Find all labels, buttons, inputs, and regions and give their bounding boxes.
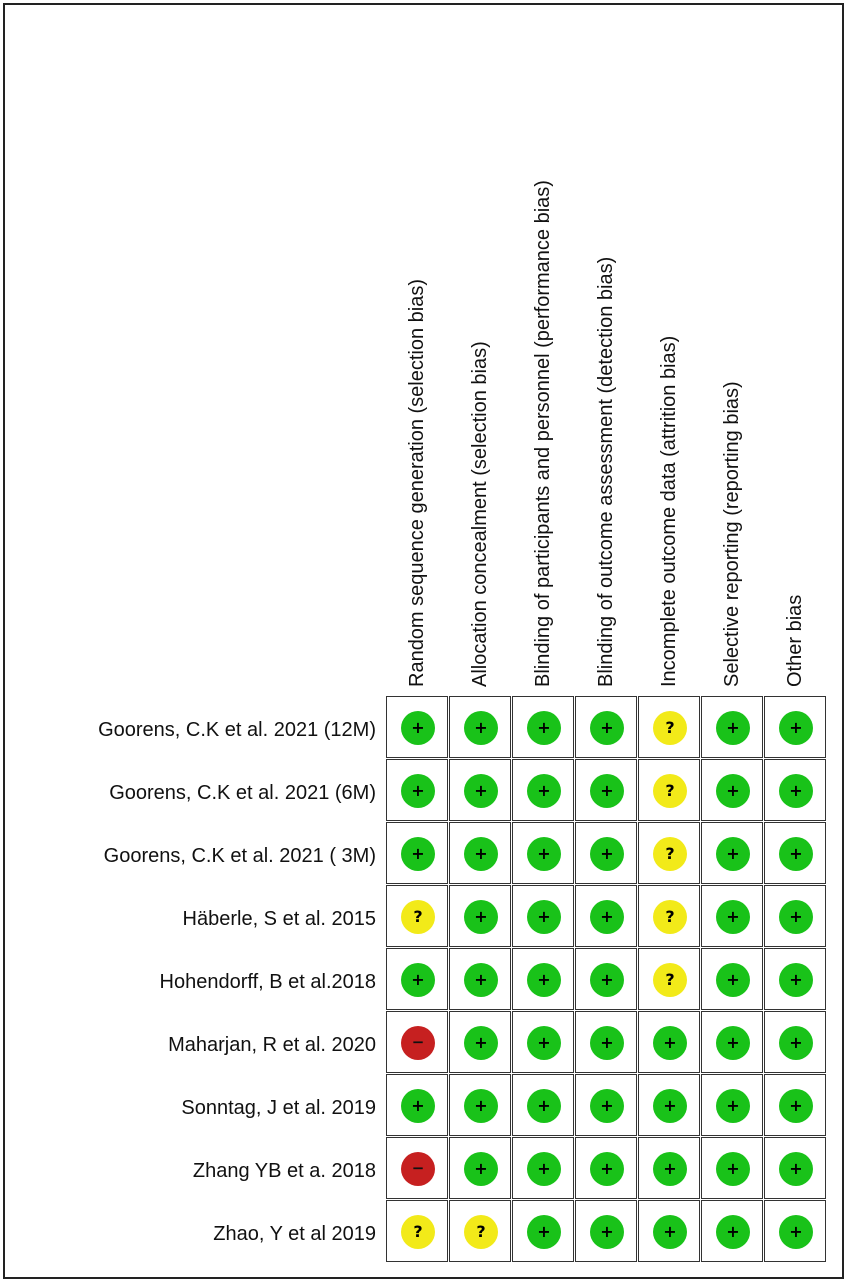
judgement-cell (638, 822, 700, 884)
judgement-cell (512, 1074, 574, 1136)
study-label: Hohendorff, B et al.2018 (159, 971, 376, 993)
unclear-risk-icon (653, 711, 687, 745)
judgement-cell (701, 1074, 763, 1136)
low-risk-symbol: + (600, 1222, 614, 1241)
low-risk-symbol: + (663, 1222, 677, 1241)
judgement-cell (449, 696, 511, 758)
study-label: Zhao, Y et al 2019 (213, 1223, 376, 1245)
column-header-blinding-participants-personnel (528, 0, 558, 687)
judgement-cell (764, 696, 826, 758)
low-risk-symbol: + (537, 970, 551, 989)
study-label: Maharjan, R et al. 2020 (168, 1034, 376, 1056)
low-risk-symbol: + (663, 1159, 677, 1178)
low-risk-symbol: + (789, 1033, 803, 1052)
low-risk-icon (527, 1026, 561, 1060)
study-label: Goorens, C.K et al. 2021 ( 3M) (103, 845, 376, 867)
judgement-cell (512, 885, 574, 947)
low-risk-icon (716, 774, 750, 808)
low-risk-icon (527, 900, 561, 934)
column-header-label: Random sequence generation (selection bias) (406, 278, 428, 687)
judgement-cell (512, 822, 574, 884)
risk-of-bias-grid (386, 696, 829, 1264)
unclear-risk-symbol: ? (665, 718, 675, 737)
low-risk-icon (464, 837, 498, 871)
high-risk-symbol: − (411, 1032, 425, 1051)
low-risk-icon (779, 1152, 813, 1186)
low-risk-symbol: + (537, 718, 551, 737)
judgement-cell (512, 1200, 574, 1262)
low-risk-icon (653, 1089, 687, 1123)
low-risk-icon (779, 1215, 813, 1249)
study-label: Zhang YB et a. 2018 (192, 1160, 376, 1182)
low-risk-symbol: + (411, 1096, 425, 1115)
column-header-label: Selective reporting (reporting bias) (721, 381, 743, 687)
study-label: Goorens, C.K et al. 2021 (12M) (98, 719, 376, 741)
low-risk-symbol: + (411, 718, 425, 737)
judgement-cell (512, 1137, 574, 1199)
column-header-blinding-outcome-assessment (591, 0, 621, 687)
low-risk-icon (590, 1152, 624, 1186)
low-risk-symbol: + (537, 1096, 551, 1115)
low-risk-symbol: + (726, 781, 740, 800)
study-label: Häberle, S et al. 2015 (182, 908, 376, 930)
judgement-cell (575, 1074, 637, 1136)
judgement-cell (638, 696, 700, 758)
low-risk-symbol: + (789, 718, 803, 737)
low-risk-symbol: + (663, 1033, 677, 1052)
judgement-cell (512, 948, 574, 1010)
judgement-cell (449, 1137, 511, 1199)
judgement-cell (575, 885, 637, 947)
low-risk-icon (464, 900, 498, 934)
low-risk-symbol: + (474, 970, 488, 989)
low-risk-icon (779, 1089, 813, 1123)
high-risk-icon (401, 1026, 435, 1060)
low-risk-icon (653, 1152, 687, 1186)
judgement-cell (449, 1074, 511, 1136)
low-risk-symbol: + (600, 1159, 614, 1178)
judgement-cell (701, 1200, 763, 1262)
low-risk-icon (716, 900, 750, 934)
unclear-risk-icon (653, 774, 687, 808)
column-header-label: Incomplete outcome data (attrition bias) (658, 335, 680, 687)
judgement-cell (386, 948, 448, 1010)
judgement-cell (701, 948, 763, 1010)
study-label: Goorens, C.K et al. 2021 (6M) (109, 782, 376, 804)
low-risk-symbol: + (789, 844, 803, 863)
low-risk-symbol: + (474, 907, 488, 926)
low-risk-symbol: + (726, 1033, 740, 1052)
low-risk-symbol: + (600, 1033, 614, 1052)
judgement-cell (638, 1074, 700, 1136)
low-risk-icon (464, 963, 498, 997)
judgement-cell (449, 822, 511, 884)
low-risk-symbol: + (474, 1159, 488, 1178)
low-risk-icon (464, 1089, 498, 1123)
high-risk-symbol: − (411, 1158, 425, 1177)
high-risk-icon (401, 1152, 435, 1186)
column-header-other-bias (780, 0, 810, 687)
low-risk-symbol: + (537, 781, 551, 800)
judgement-cell (701, 1137, 763, 1199)
low-risk-icon (464, 1152, 498, 1186)
low-risk-symbol: + (537, 907, 551, 926)
judgement-cell (764, 1074, 826, 1136)
low-risk-icon (527, 1215, 561, 1249)
low-risk-icon (590, 1089, 624, 1123)
low-risk-icon (527, 711, 561, 745)
judgement-cell (638, 1011, 700, 1073)
column-header-label: Blinding of participants and personnel (performance bias) (532, 180, 554, 687)
judgement-cell (701, 885, 763, 947)
low-risk-symbol: + (789, 1159, 803, 1178)
low-risk-icon (464, 1026, 498, 1060)
column-header-label: Blinding of outcome assessment (detection bias) (595, 256, 617, 687)
column-header-selective-reporting (717, 0, 747, 687)
low-risk-symbol: + (600, 970, 614, 989)
low-risk-symbol: + (726, 1159, 740, 1178)
judgement-cell (575, 1200, 637, 1262)
unclear-risk-symbol: ? (413, 1222, 423, 1241)
low-risk-symbol: + (600, 1096, 614, 1115)
low-risk-symbol: + (726, 1222, 740, 1241)
low-risk-icon (590, 837, 624, 871)
low-risk-symbol: + (600, 844, 614, 863)
judgement-cell (638, 885, 700, 947)
judgement-cell (575, 1011, 637, 1073)
judgement-cell (764, 885, 826, 947)
judgement-cell (386, 1200, 448, 1262)
column-header-incomplete-outcome-data (654, 0, 684, 687)
low-risk-symbol: + (474, 781, 488, 800)
judgement-cell (701, 696, 763, 758)
low-risk-icon (716, 963, 750, 997)
low-risk-icon (779, 1026, 813, 1060)
unclear-risk-icon (401, 1215, 435, 1249)
column-header-random-sequence-generation (402, 0, 432, 687)
low-risk-symbol: + (474, 1096, 488, 1115)
judgement-cell (764, 1200, 826, 1262)
low-risk-icon (590, 1026, 624, 1060)
judgement-cell (764, 822, 826, 884)
low-risk-symbol: + (726, 718, 740, 737)
column-header-label: Allocation concealment (selection bias) (469, 341, 491, 687)
column-header-label: Other bias (784, 594, 806, 687)
unclear-risk-symbol: ? (665, 844, 675, 863)
low-risk-symbol: + (726, 907, 740, 926)
judgement-cell (512, 759, 574, 821)
judgement-cell (701, 759, 763, 821)
judgement-cell (764, 1011, 826, 1073)
low-risk-icon (590, 774, 624, 808)
low-risk-symbol: + (537, 1033, 551, 1052)
judgement-cell (638, 948, 700, 1010)
study-label: Sonntag, J et al. 2019 (181, 1097, 376, 1119)
judgement-cell (449, 885, 511, 947)
unclear-risk-symbol: ? (665, 781, 675, 800)
low-risk-symbol: + (537, 1159, 551, 1178)
low-risk-icon (527, 1089, 561, 1123)
judgement-cell (386, 696, 448, 758)
low-risk-icon (779, 900, 813, 934)
low-risk-icon (716, 1026, 750, 1060)
unclear-risk-symbol: ? (413, 907, 423, 926)
low-risk-icon (464, 711, 498, 745)
low-risk-icon (653, 1215, 687, 1249)
judgement-cell (386, 1074, 448, 1136)
unclear-risk-icon (401, 900, 435, 934)
judgement-cell (575, 948, 637, 1010)
judgement-cell (449, 759, 511, 821)
unclear-risk-symbol: ? (476, 1222, 486, 1241)
low-risk-icon (590, 711, 624, 745)
low-risk-symbol: + (474, 844, 488, 863)
judgement-cell (386, 759, 448, 821)
judgement-cell (386, 1137, 448, 1199)
judgement-cell (449, 1011, 511, 1073)
low-risk-icon (590, 963, 624, 997)
low-risk-symbol: + (537, 844, 551, 863)
low-risk-symbol: + (474, 1033, 488, 1052)
unclear-risk-symbol: ? (665, 970, 675, 989)
low-risk-icon (401, 1089, 435, 1123)
judgement-cell (764, 948, 826, 1010)
low-risk-symbol: + (474, 718, 488, 737)
low-risk-icon (464, 774, 498, 808)
low-risk-symbol: + (726, 844, 740, 863)
low-risk-icon (716, 1215, 750, 1249)
low-risk-icon (590, 900, 624, 934)
unclear-risk-icon (653, 963, 687, 997)
low-risk-icon (527, 774, 561, 808)
low-risk-icon (401, 963, 435, 997)
low-risk-symbol: + (600, 907, 614, 926)
judgement-cell (764, 1137, 826, 1199)
judgement-cell (386, 1011, 448, 1073)
low-risk-symbol: + (789, 907, 803, 926)
low-risk-icon (779, 774, 813, 808)
low-risk-symbol: + (537, 1222, 551, 1241)
low-risk-symbol: + (411, 970, 425, 989)
judgement-cell (386, 822, 448, 884)
low-risk-symbol: + (411, 844, 425, 863)
low-risk-icon (401, 837, 435, 871)
low-risk-icon (716, 1089, 750, 1123)
low-risk-icon (401, 774, 435, 808)
low-risk-symbol: + (789, 1096, 803, 1115)
judgement-cell (386, 885, 448, 947)
low-risk-symbol: + (789, 781, 803, 800)
judgement-cell (512, 1011, 574, 1073)
low-risk-icon (779, 711, 813, 745)
low-risk-icon (590, 1215, 624, 1249)
low-risk-icon (716, 837, 750, 871)
judgement-cell (701, 1011, 763, 1073)
low-risk-icon (779, 837, 813, 871)
low-risk-symbol: + (789, 1222, 803, 1241)
low-risk-symbol: + (789, 970, 803, 989)
unclear-risk-icon (464, 1215, 498, 1249)
judgement-cell (449, 1200, 511, 1262)
unclear-risk-symbol: ? (665, 907, 675, 926)
low-risk-icon (716, 1152, 750, 1186)
judgement-cell (575, 1137, 637, 1199)
low-risk-icon (527, 837, 561, 871)
low-risk-icon (401, 711, 435, 745)
judgement-cell (449, 948, 511, 1010)
judgement-cell (575, 759, 637, 821)
low-risk-icon (527, 1152, 561, 1186)
low-risk-icon (527, 963, 561, 997)
low-risk-symbol: + (726, 1096, 740, 1115)
low-risk-symbol: + (411, 781, 425, 800)
low-risk-icon (779, 963, 813, 997)
unclear-risk-icon (653, 900, 687, 934)
judgement-cell (575, 696, 637, 758)
unclear-risk-icon (653, 837, 687, 871)
judgement-cell (638, 759, 700, 821)
low-risk-symbol: + (663, 1096, 677, 1115)
low-risk-symbol: + (600, 781, 614, 800)
low-risk-symbol: + (600, 718, 614, 737)
judgement-cell (701, 822, 763, 884)
low-risk-icon (716, 711, 750, 745)
judgement-cell (575, 822, 637, 884)
judgement-cell (638, 1137, 700, 1199)
judgement-cell (512, 696, 574, 758)
judgement-cell (638, 1200, 700, 1262)
judgement-cell (764, 759, 826, 821)
low-risk-icon (653, 1026, 687, 1060)
low-risk-symbol: + (726, 970, 740, 989)
column-header-allocation-concealment (465, 0, 495, 687)
